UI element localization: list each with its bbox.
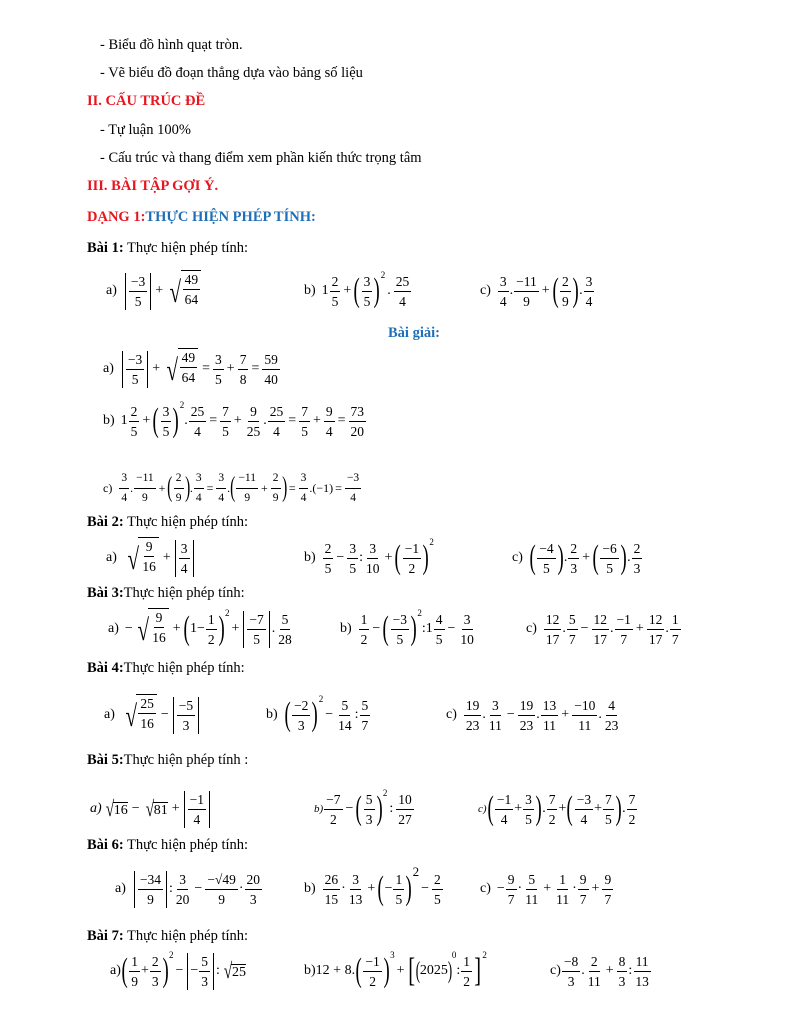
exercise-5a-formula: a) √ 16 − √ 81 + −1 4 bbox=[90, 784, 212, 834]
dang-1-title: THỰC HIỆN PHÉP TÍNH: bbox=[145, 209, 316, 225]
exercise-2c-formula: c) ( −4 5 ) . 2 3 + ( −6 5 ) . 2 3 bbox=[512, 539, 641, 576]
intro-item-2: - Vẽ biểu đồ đoạn thẳng dựa vào bảng số liệu bbox=[100, 65, 363, 81]
dang-1-heading bbox=[87, 208, 316, 226]
exercise-7a-formula: a) ( 1 9 + $\frac{2}{3}$ ) 2 − − $\frac{5}{3}$ : √ 25 bbox=[110, 950, 246, 989]
exercise-6-heading bbox=[87, 836, 248, 854]
exercise-7-heading bbox=[87, 927, 248, 945]
exercise-6-label: Bài 6: bbox=[87, 837, 124, 853]
exercise-1-label: Bài 1: bbox=[87, 240, 124, 256]
exercise-2a-formula: a) √ 9 16 + 3 4 bbox=[106, 533, 196, 583]
dang-1-label: DẠNG 1: bbox=[87, 209, 146, 225]
exercise-3b-formula: b) 1 2 − ( −3 5 ) 2 :1 4 5 − $\frac{3}{10}$ bbox=[340, 608, 474, 647]
intro-item-1: - Biểu đồ hình quạt tròn. bbox=[100, 37, 243, 53]
exercise-6a-formula: a) −34 9 : 3 20 − $\frac{-√49}{9}$ · 20 3 bbox=[115, 871, 261, 907]
exercise-4-text: Thực hiện phép tính: bbox=[123, 660, 245, 676]
solution-1c-formula: c) 3 4 . −11 9 + ( 2 9 ) . $\frac{3}{4}$ = $\frac{3}{4}$ . ( −11 9 + $\frac{2}{9}$ ) = $\frac{3}{4}$ .(−1) = $\frac{-3}{4}$ bbox=[103, 471, 360, 504]
exercise-2-text: Thực hiện phép tính: bbox=[123, 514, 249, 530]
exercise-5-heading bbox=[87, 751, 248, 769]
exercise-3c-formula: c) 12 17 . 5 7 − $\frac{12}{17}$ . −1 7 + $\frac{12}{17}$ . 1 7 bbox=[526, 611, 679, 647]
solution-1b-formula: b) 1 2 5 + ( 3 5 ) 2 . $\frac{25}{4}$ = $\frac{7}{5}$ + $\frac{9}{25}$ . $\frac{25}{4}$ = $\frac{7}{5}$ + $\frac{9}{4}$ = $\frac{73}{20}$ bbox=[103, 400, 365, 439]
exercise-2-label: Bài 2: bbox=[87, 514, 124, 530]
exercise-7-text: Thực hiện phép tính: bbox=[123, 928, 249, 944]
exercise-5c-formula: c) ( −1 4 + $\frac{3}{5}$ ) . 7 2 + ( −3 4 + $\frac{7}{5}$ ) . 7 2 bbox=[478, 790, 636, 827]
exercise-5-label: Bài 5: bbox=[87, 752, 124, 768]
exercise-1-heading bbox=[87, 239, 248, 257]
section-2-heading: II. CẤU TRÚC ĐỀ bbox=[87, 93, 206, 109]
exercise-1c-formula: c) 3 4 . −11 9 + ( 2 9 ) . 3 4 bbox=[480, 272, 593, 309]
section-2-item-2: - Cấu trúc và thang điểm xem phần kiến thức trọng tâm bbox=[100, 150, 422, 166]
exercise-4-heading bbox=[87, 659, 245, 677]
exercise-1a-formula: a) −3 5 + √ 49 64 bbox=[106, 266, 203, 316]
solution-heading: Bài giải: bbox=[388, 325, 440, 341]
section-2-item-1: - Tự luận 100% bbox=[100, 122, 191, 138]
exercise-4c-formula: c) 19 23 . 3 11 − $\frac{19}{23}$ . 13 11 + $\frac{-10}{11}$ . 4 23 bbox=[446, 697, 619, 733]
exercise-2-heading bbox=[87, 513, 248, 531]
exercise-6c-formula: c) − $\frac{9}{7}$ · 5 11 + $\frac{1}{11}$ · 9 7 + $\frac{9}{7}$ bbox=[480, 871, 612, 907]
exercise-7b-formula: b) 12 + 8. ( −1 2 ) 3 + [ ( 2025 ) 0 : 1 2 ] 2 bbox=[304, 950, 487, 989]
exercise-5-text: Thực hiện phép tính : bbox=[123, 752, 249, 768]
exercise-4-label: Bài 4: bbox=[87, 660, 124, 676]
exercise-4b-formula: b) ( −2 3 ) 2 − $\frac{5}{14}$ : 5 7 bbox=[266, 694, 369, 733]
exercise-3-text: Thực hiện phép tính: bbox=[123, 585, 245, 601]
exercise-6-text: Thực hiện phép tính: bbox=[123, 837, 249, 853]
exercise-3-label: Bài 3: bbox=[87, 585, 124, 601]
exercise-1-text: Thực hiện phép tính: bbox=[123, 240, 249, 256]
exercise-3a-formula: a) − √ 9 16 + ( 1− $\frac{1}{2}$ ) 2 + −7 5 . 5 28 bbox=[108, 608, 292, 647]
solution-1a-formula: a) −3 5 + √ 49 64 = $\frac{3}{5}$ + $\frac{7}{8}$ = $\frac{59}{40}$ bbox=[103, 350, 278, 387]
exercise-7c-formula: c) −8 3 . 2 11 + $\frac{8}{3}$ : 11 13 bbox=[550, 953, 649, 989]
exercise-3-heading bbox=[87, 584, 245, 602]
exercise-4a-formula: a) √ 25 16 − −5 3 bbox=[104, 690, 201, 740]
exercise-1b-formula: b) 1 2 5 + ( 3 5 ) 2 . 25 4 bbox=[304, 270, 410, 309]
exercise-7-label: Bài 7: bbox=[87, 928, 124, 944]
exercise-6b-formula: b) 26 15 · 3 13 + ( − $\frac{1}{5}$ ) 2 − $\frac{2}{5}$ bbox=[304, 864, 441, 907]
section-3-heading: III. BÀI TẬP GỢI Ý. bbox=[87, 178, 219, 194]
exercise-2b-formula: b) 2 5 − $\frac{3}{5}$ : 3 10 + ( −1 2 ) 2 bbox=[304, 537, 434, 576]
exercise-5b-formula: b) −7 2 − ( 5 3 ) 2 : 10 27 bbox=[314, 788, 412, 827]
